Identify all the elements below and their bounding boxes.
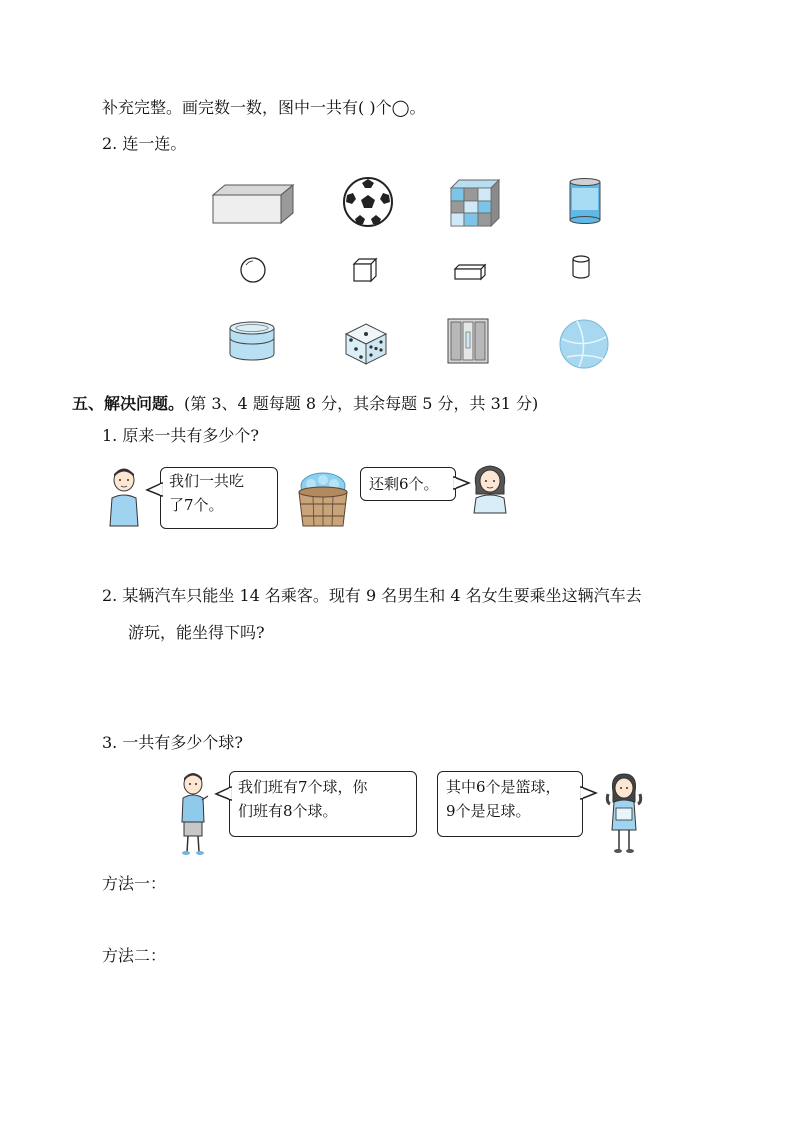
problem-2-line-2: 游玩，能坐得下吗? [128, 623, 265, 642]
section-5-heading [72, 391, 538, 414]
box-object-icon [213, 183, 295, 225]
problem-2-line-1: 2. 某辆汽车只能坐 14 名乘客。现有 9 名男生和 4 名女生要乘坐这辆汽车去 [102, 586, 642, 605]
girl-figure-icon [468, 464, 512, 514]
dice-icon [345, 323, 387, 365]
question-2-label: 2. 连一连。 [102, 134, 187, 153]
speech-bubble-boy-line-1: 我们一共吃 [169, 472, 245, 490]
speech-bubble-girl-2-line-2: 9个是足球。 [446, 802, 531, 820]
speech-bubble-girl-text: 还剩6个。 [369, 475, 439, 493]
speech-bubble-boy-line-2: 了7个。 [169, 496, 224, 514]
speech-bubble-boy-tail [146, 482, 162, 498]
method-2-label: 方法二： [102, 946, 167, 965]
speech-bubble-girl-2-line-1: 其中6个是篮球， [446, 778, 561, 796]
soccer-ball-icon [343, 177, 393, 227]
speech-bubble-girl-2-tail [581, 786, 597, 802]
can-object-icon [569, 178, 601, 224]
cube-shape-icon [353, 258, 377, 282]
girl-standing-icon [604, 772, 644, 854]
cuboid-shape-icon [454, 264, 486, 280]
speech-bubble-boy-2-line-1: 我们班有7个球，你 [238, 778, 368, 796]
speech-bubble-boy-2-tail [215, 786, 231, 802]
rubiks-cube-icon [451, 180, 499, 226]
speech-bubble-boy [160, 467, 278, 529]
speech-bubble-girl [360, 467, 456, 501]
problem-3-label: 3. 一共有多少个球? [102, 733, 243, 752]
section-5-title: 五、解决问题。 [72, 394, 185, 413]
problem-1-label: 1. 原来一共有多少个? [102, 426, 259, 445]
speech-bubble-boy-2 [229, 771, 417, 837]
cylinder-shape-icon [572, 255, 590, 279]
method-1-label: 方法一： [102, 874, 167, 893]
wardrobe-icon [447, 318, 489, 364]
round-box-icon [229, 320, 275, 362]
question-fill-circle-count: 补充完整。画完数一数，图中一共有( )个◯。 [102, 98, 426, 117]
ball-object-icon [559, 319, 609, 369]
boy-figure-icon [106, 468, 142, 528]
basket-of-fruit-icon [295, 470, 351, 530]
speech-bubble-boy-2-line-2: 们班有8个球。 [238, 802, 338, 820]
boy-standing-icon [176, 772, 210, 856]
section-5-score-note: (第 3、4 题每题 8 分，其余每题 5 分，共 31 分) [184, 394, 539, 413]
speech-bubble-girl-2 [437, 771, 583, 837]
sphere-shape-icon [240, 257, 266, 283]
